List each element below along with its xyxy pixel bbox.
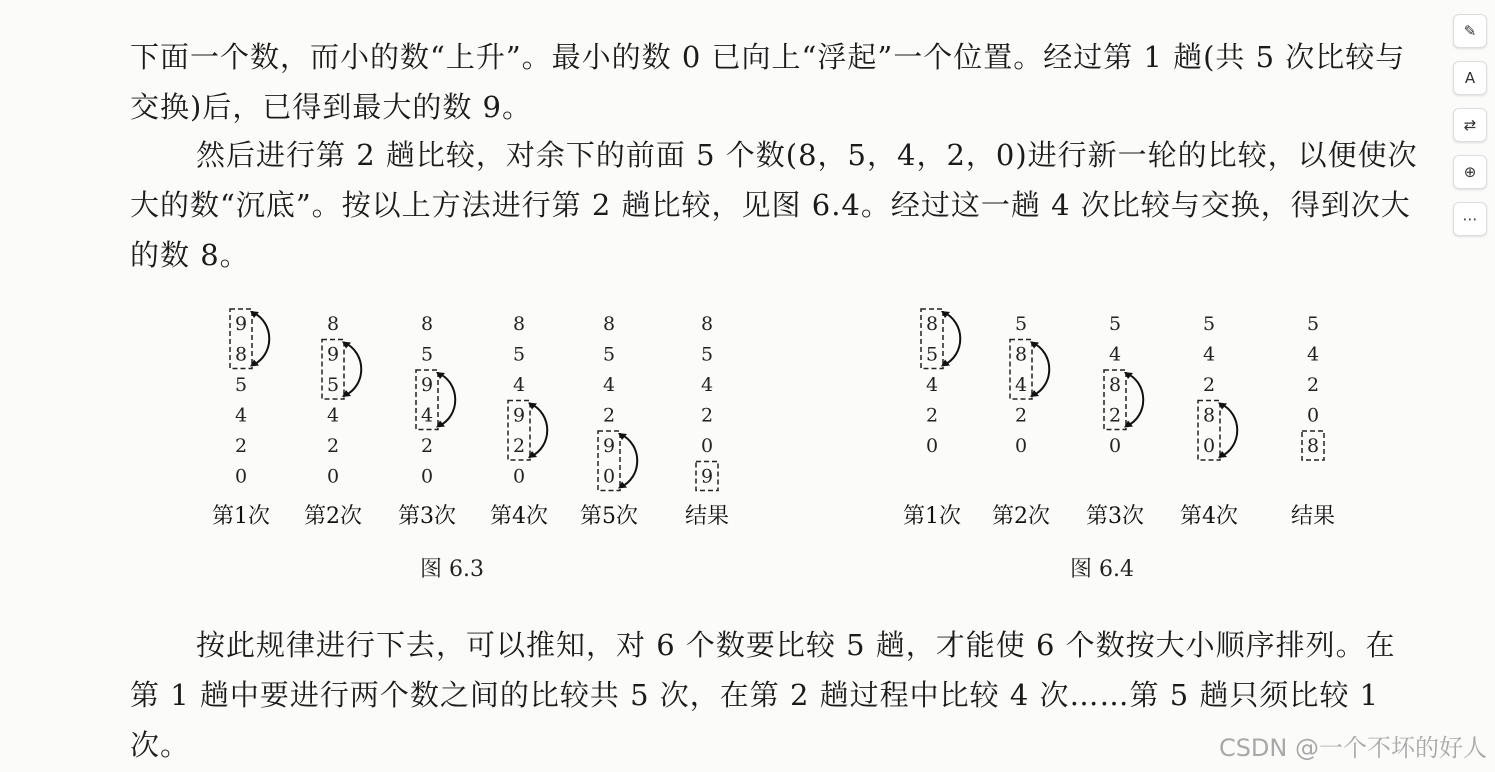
step-label: 结果 xyxy=(684,504,730,529)
paragraph-1: 下面一个数，而小的数“上升”。最小的数 0 已向上“浮起”一个位置。经过第 1 趟(共 5 次比较与交换)后，已得到最大的数 9。 xyxy=(130,40,1406,124)
swap-arrow xyxy=(943,312,960,366)
digit: 4 xyxy=(234,404,248,427)
paragraph-2: 然后进行第 2 趟比较，对余下的前面 5 个数(8，5，4，2，0)进行新一轮的比较，以便使次大的数“沉底”。按以上方法进行第 2 趟比较，见图 6.4。经过这一趟 4 次比较与交换，得到次大的数 8。 xyxy=(130,138,1418,272)
digit: 8 xyxy=(925,313,939,335)
more-icon[interactable]: ⋯ xyxy=(1453,202,1487,236)
digit: 0 xyxy=(1202,435,1216,457)
step-label: 第5次 xyxy=(580,504,638,529)
digit: 9 xyxy=(326,343,340,366)
swap-arrow xyxy=(1032,343,1049,397)
digit: 8 xyxy=(234,343,248,366)
digit: 4 xyxy=(700,374,714,396)
digit: 8 xyxy=(700,313,714,335)
digit: 2 xyxy=(700,404,714,427)
digit: 2 xyxy=(512,435,526,457)
figure-caption: 图 6.3 xyxy=(420,557,484,582)
digit: 2 xyxy=(1306,374,1320,396)
translate-icon[interactable]: ⇄ xyxy=(1453,108,1487,142)
step-column xyxy=(685,313,729,529)
side-toolbar xyxy=(1453,14,1489,249)
step-label: 结果 xyxy=(1290,504,1336,529)
digit: 4 xyxy=(326,404,340,427)
step-label: 第2次 xyxy=(304,504,362,529)
figure-caption: 图 6.4 xyxy=(1070,557,1134,582)
figure-6-3 xyxy=(205,305,765,590)
digit: 0 xyxy=(420,465,434,488)
digit: 9 xyxy=(420,374,434,396)
digit: 9 xyxy=(234,313,248,335)
figure-6-4 xyxy=(895,305,1355,590)
digit: 9 xyxy=(700,465,714,488)
swap-arrow xyxy=(252,312,269,366)
digit: 5 xyxy=(1306,313,1320,335)
figure-6-3-diagram xyxy=(205,305,765,590)
step-column xyxy=(398,313,456,529)
digit: 4 xyxy=(1108,343,1122,366)
digit: 9 xyxy=(512,404,526,427)
digit: 2 xyxy=(234,435,248,457)
swap-arrow xyxy=(438,373,455,427)
digit: 5 xyxy=(234,374,248,396)
image-edit-icon[interactable]: ✎ xyxy=(1453,14,1487,48)
digit: 5 xyxy=(1014,313,1028,335)
step-label: 第4次 xyxy=(490,504,548,529)
step-label: 第3次 xyxy=(1086,504,1144,529)
digit: 5 xyxy=(925,343,939,366)
digit: 8 xyxy=(420,313,434,335)
digit: 4 xyxy=(1202,343,1216,366)
digit: 0 xyxy=(1014,435,1028,457)
digit: 2 xyxy=(420,435,434,457)
digit: 8 xyxy=(1108,374,1122,396)
digit: 0 xyxy=(234,465,248,488)
digit: 9 xyxy=(602,435,616,457)
paragraph-3: 按此规律进行下去，可以推知，对 6 个数要比较 5 趟，才能使 6 个数按大小顺序排列。在第 1 趟中要进行两个数之间的比较共 5 次，在第 2 趟过程中比较 4 次……第 5 趟只须比较 1 次。 xyxy=(130,628,1396,762)
step-column xyxy=(1086,313,1144,529)
step-label: 第2次 xyxy=(992,504,1050,529)
step-label: 第1次 xyxy=(903,504,961,529)
step-label: 第3次 xyxy=(398,504,456,529)
digit: 4 xyxy=(512,374,526,396)
step-column xyxy=(992,313,1050,529)
digit: 5 xyxy=(512,343,526,366)
digit: 2 xyxy=(1202,374,1216,396)
step-column xyxy=(212,309,270,529)
step-label: 第1次 xyxy=(212,504,270,529)
digit: 8 xyxy=(1014,343,1028,366)
digit: 5 xyxy=(326,374,340,396)
figure-6-4-diagram xyxy=(895,305,1355,590)
step-column xyxy=(1180,313,1238,529)
step-column xyxy=(580,313,638,529)
digit: 0 xyxy=(326,465,340,488)
digit: 0 xyxy=(700,435,714,457)
swap-arrow xyxy=(1220,404,1237,458)
digit: 0 xyxy=(602,465,616,488)
digit: 4 xyxy=(420,404,434,427)
step-label: 第4次 xyxy=(1180,504,1238,529)
digit: 5 xyxy=(1202,313,1216,335)
digit: 8 xyxy=(602,313,616,335)
zoom-in-icon[interactable]: ⊕ xyxy=(1453,155,1487,189)
digit: 4 xyxy=(1014,374,1028,396)
digit: 2 xyxy=(326,435,340,457)
text-style-icon[interactable]: A xyxy=(1453,61,1487,95)
swap-arrow xyxy=(620,434,637,488)
digit: 4 xyxy=(925,374,939,396)
digit: 8 xyxy=(326,313,340,335)
swap-arrow xyxy=(530,404,547,458)
digit: 8 xyxy=(1202,404,1216,427)
swap-arrow xyxy=(344,343,361,397)
step-column xyxy=(1291,313,1335,529)
digit: 5 xyxy=(1108,313,1122,335)
step-column xyxy=(304,313,362,529)
digit: 8 xyxy=(1306,435,1320,457)
csdn-watermark: CSDN @一个不坏的好人 xyxy=(1218,734,1487,762)
digit: 2 xyxy=(925,404,939,427)
digit: 5 xyxy=(420,343,434,366)
digit: 2 xyxy=(602,404,616,427)
digit: 8 xyxy=(512,313,526,335)
step-column xyxy=(903,309,961,529)
digit: 2 xyxy=(1014,404,1028,427)
digit: 0 xyxy=(512,465,526,488)
digit: 0 xyxy=(925,435,939,457)
digit: 5 xyxy=(700,343,714,366)
swap-arrow xyxy=(1126,373,1143,427)
digit: 0 xyxy=(1306,404,1320,427)
digit: 4 xyxy=(602,374,616,396)
digit: 5 xyxy=(602,343,616,366)
step-column xyxy=(490,313,548,529)
digit: 0 xyxy=(1108,435,1122,457)
digit: 2 xyxy=(1108,404,1122,427)
digit: 4 xyxy=(1306,343,1320,366)
